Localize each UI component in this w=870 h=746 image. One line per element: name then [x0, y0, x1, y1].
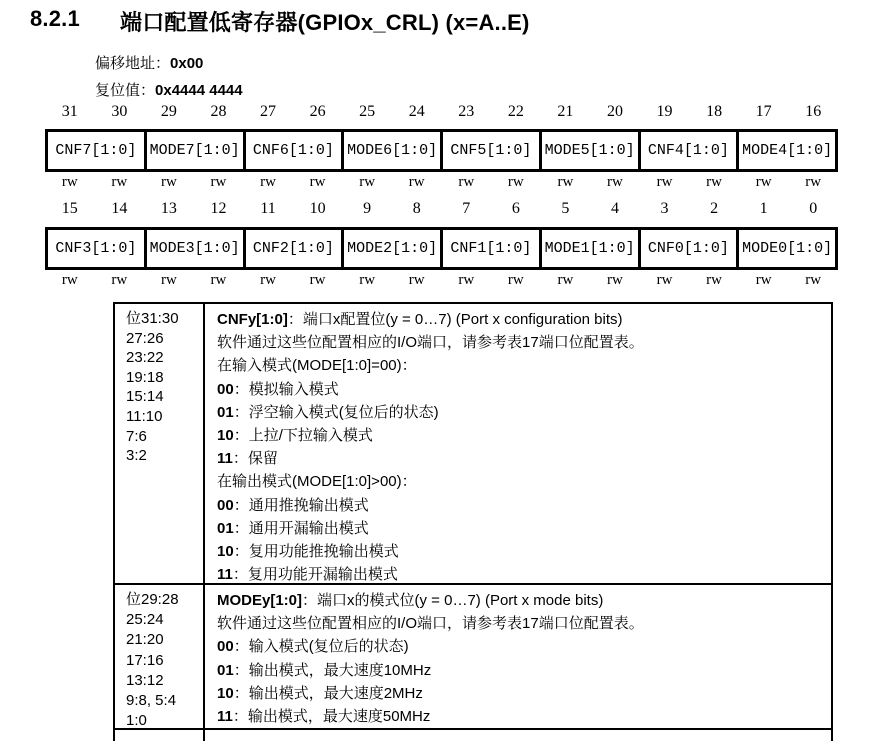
bit-description-cell	[205, 730, 831, 741]
bit-number: 26	[309, 103, 326, 120]
field-name-bold: CNFy[1:0]	[217, 311, 288, 328]
bit-number: 10	[309, 200, 326, 217]
bit-number: 3	[660, 200, 669, 217]
description-line: MODEy[1:0]：端口x的模式位(y = 0…7) (Port x mode bits)	[217, 592, 604, 609]
field-name-bold: 00	[217, 638, 234, 656]
description-line: 01：通用开漏输出模式	[217, 519, 369, 537]
access-label: rw	[359, 174, 376, 190]
bit-field-cell: CNF2[1:0]	[246, 230, 345, 267]
bit-number: 0	[809, 200, 818, 217]
bit-number: 22	[507, 103, 524, 120]
access-label: rw	[260, 174, 276, 190]
bit-field-cell: MODE3[1:0]	[147, 230, 246, 267]
field-name-bold: 01	[217, 403, 234, 421]
register-fields-row-low	[45, 227, 838, 270]
bit-range-line: 位29:28	[126, 591, 179, 608]
bit-number: 18	[706, 103, 723, 120]
bit-number: 23	[458, 103, 475, 120]
bit-number: 27	[260, 103, 277, 120]
access-label: rw	[557, 174, 574, 190]
access-label: rw	[607, 272, 623, 288]
offset-address-label: 偏移地址：	[95, 55, 171, 72]
bit-range-line: 27:26	[126, 329, 164, 347]
access-label: rw	[557, 272, 574, 288]
field-name-bold: 00	[217, 380, 234, 398]
offset-address-value: 0x00	[170, 55, 204, 72]
access-label: rw	[61, 272, 78, 288]
section-number: 8.2.1	[30, 6, 80, 31]
description-line: 10：输出模式，最大速度2MHz	[217, 684, 423, 702]
access-label: rw	[706, 174, 722, 190]
bit-description-cell	[205, 304, 831, 583]
access-label: rw	[656, 174, 673, 190]
bit-number: 14	[111, 200, 128, 217]
bit-range-line: 位31:30	[126, 310, 179, 327]
access-label: rw	[755, 174, 772, 190]
bit-number: 6	[511, 200, 520, 217]
description-line: 在输出模式(MODE[1:0]>00)：	[217, 473, 417, 491]
access-label: rw	[408, 174, 425, 190]
access-label: rw	[210, 174, 227, 190]
description-line: 软件通过这些位配置相应的I/O端口，请参考表17端口位配置表。	[217, 615, 644, 633]
description-line: 00：输入模式(复位后的状态)	[217, 638, 409, 656]
bit-field-cell: MODE6[1:0]	[344, 132, 443, 169]
bit-field-cell: MODE1[1:0]	[542, 230, 641, 267]
bit-number: 13	[160, 200, 177, 217]
description-line: 11：复用功能开漏输出模式	[217, 566, 398, 583]
access-label: rw	[656, 272, 673, 288]
offset-address-line	[95, 50, 243, 77]
description-row	[115, 304, 831, 585]
access-label: rw	[61, 174, 78, 190]
access-label: rw	[507, 272, 524, 288]
bit-description-table	[113, 302, 833, 741]
page-title: 端口配置低寄存器(GPIOx_CRL) (x=A..E)	[120, 10, 530, 35]
access-label: rw	[111, 174, 128, 190]
access-label: rw	[210, 272, 227, 288]
field-name-bold: 11	[217, 566, 233, 583]
bit-numbers-row-high	[45, 103, 838, 121]
access-label: rw	[755, 272, 772, 288]
field-name-bold: 11	[217, 450, 233, 468]
description-line: 10：复用功能推挽输出模式	[217, 543, 399, 561]
description-line: 01：浮空输入模式(复位后的状态)	[217, 403, 439, 421]
access-row-low	[45, 272, 838, 289]
bit-number: 31	[61, 103, 78, 120]
access-label: rw	[359, 272, 376, 288]
bit-number: 30	[111, 103, 128, 120]
bit-range-cell	[115, 304, 205, 583]
bit-field-cell: CNF0[1:0]	[641, 230, 740, 267]
reset-value-value: 0x4444 4444	[155, 82, 243, 99]
description-line: 软件通过这些位配置相应的I/O端口，请参考表17端口位配置表。	[217, 334, 644, 352]
description-line: 10：上拉/下拉输入模式	[217, 427, 373, 445]
field-name-bold: 00	[217, 496, 234, 514]
field-name-bold: 10	[217, 427, 234, 445]
bit-number: 16	[805, 103, 822, 120]
register-fields-row-high	[45, 129, 838, 172]
access-label: rw	[805, 272, 822, 288]
bit-number: 21	[557, 103, 574, 120]
bit-number: 17	[755, 103, 772, 120]
reset-value-label: 复位值：	[95, 82, 156, 99]
bit-field-cell: MODE4[1:0]	[742, 142, 833, 159]
access-label: rw	[260, 272, 276, 288]
bit-number: 9	[363, 200, 372, 217]
bit-range-line: 23:22	[126, 349, 164, 367]
bit-range-line: 21:20	[126, 631, 164, 649]
bit-field-cell: MODE5[1:0]	[542, 132, 641, 169]
description-line: CNFy[1:0]：端口x配置位(y = 0…7) (Port x configuration bits)	[217, 311, 623, 328]
bit-range-line: 1:0	[126, 712, 147, 728]
bit-number: 7	[462, 200, 471, 217]
access-label: rw	[160, 272, 177, 288]
bit-range-line: 3:2	[126, 447, 147, 465]
bit-range-line: 25:24	[126, 611, 164, 629]
bit-range-cell	[115, 730, 205, 741]
description-line: 11：保留	[217, 450, 278, 468]
field-name-bold: 01	[217, 661, 234, 679]
access-label: rw	[309, 272, 326, 288]
bit-description-cell	[205, 585, 831, 728]
bit-field-cell: CNF3[1:0]	[48, 230, 147, 267]
access-label: rw	[507, 174, 524, 190]
bit-number: 12	[210, 200, 227, 217]
access-label: rw	[458, 272, 475, 288]
section-heading	[30, 6, 530, 37]
bit-number: 25	[359, 103, 376, 120]
bit-range-line: 19:18	[126, 368, 164, 386]
bit-field-cell: CNF7[1:0]	[48, 132, 147, 169]
access-row-high	[45, 174, 838, 191]
bit-field-cell: CNF5[1:0]	[443, 132, 542, 169]
bit-number: 28	[210, 103, 227, 120]
bit-number: 5	[561, 200, 570, 217]
bit-number: 19	[656, 103, 673, 120]
access-label: rw	[309, 174, 326, 190]
bit-number: 1	[759, 200, 768, 217]
bit-number: 29	[160, 103, 177, 120]
bit-range-line: 13:12	[126, 671, 164, 689]
bit-field-cell: MODE2[1:0]	[344, 230, 443, 267]
bit-number: 11	[260, 200, 276, 217]
bit-number: 2	[710, 200, 719, 217]
description-line: 00：通用推挽输出模式	[217, 496, 369, 514]
bit-number: 4	[610, 200, 619, 217]
description-row	[115, 585, 831, 730]
bit-range-line: 9:8, 5:4	[126, 692, 177, 710]
reset-value-line	[95, 77, 243, 104]
field-name-bold: MODEy[1:0]	[217, 592, 303, 609]
bit-field-cell: MODE0[1:0]	[742, 240, 833, 257]
description-line: 11：输出模式，最大速度50MHz	[217, 708, 431, 726]
bit-number: 24	[408, 103, 425, 120]
field-name-bold: 11	[217, 708, 233, 726]
access-label: rw	[706, 272, 722, 288]
access-label: rw	[458, 174, 475, 190]
bit-field-cell: CNF4[1:0]	[641, 132, 740, 169]
description-line: 00：模拟输入模式	[217, 380, 339, 398]
bit-numbers-row-low	[45, 200, 838, 218]
bit-range-line: 15:14	[126, 388, 164, 406]
field-name-bold: 10	[217, 684, 234, 702]
field-name-bold: 01	[217, 519, 234, 537]
bit-field-cell: MODE7[1:0]	[147, 132, 246, 169]
access-label: rw	[111, 272, 128, 288]
bit-range-line: 17:16	[126, 651, 164, 669]
field-name-bold: 10	[217, 543, 234, 561]
bit-number: 15	[61, 200, 78, 217]
access-label: rw	[408, 272, 425, 288]
bit-number: 8	[412, 200, 421, 217]
access-label: rw	[805, 174, 822, 190]
bit-field-cell: CNF1[1:0]	[443, 230, 542, 267]
bit-field-cell: CNF6[1:0]	[246, 132, 345, 169]
access-label: rw	[160, 174, 177, 190]
description-line: 在输入模式(MODE[1:0]=00)：	[217, 357, 417, 375]
register-meta	[95, 50, 243, 104]
bit-range-line: 11:10	[126, 407, 163, 425]
bit-number: 20	[606, 103, 623, 120]
description-line: 01：输出模式，最大速度10MHz	[217, 661, 432, 679]
bit-range-cell	[115, 585, 205, 728]
access-label: rw	[607, 174, 623, 190]
description-row-truncated	[115, 730, 831, 741]
bit-range-line: 7:6	[126, 427, 147, 445]
